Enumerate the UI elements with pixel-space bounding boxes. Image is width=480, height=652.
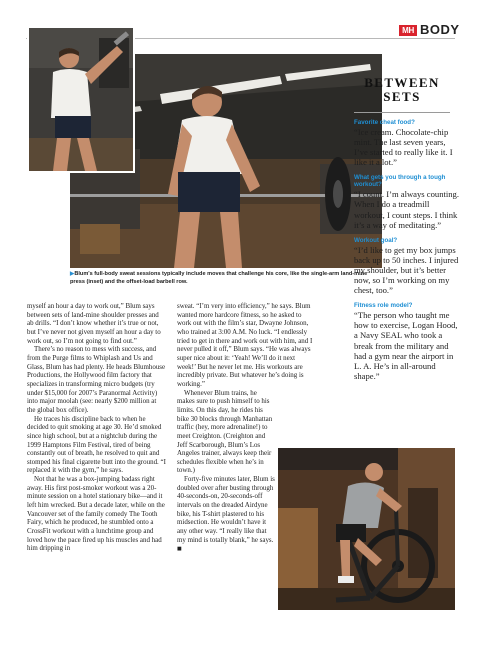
article-column-2	[177, 302, 315, 554]
caption-text: Blum's full-body sweat sessions typically include moves that challenge his core, like the single-arm land-mine press (inset) and the offset-load barbell row.	[70, 271, 368, 285]
qa-item	[354, 119, 459, 167]
answer: “I’d like to get my box jumps back up to 50 inches. I injured my shoulder, but it’s better now, so I’m working on my chest, too.”	[354, 244, 459, 296]
paragraph: Not that he was a box-jumping badass right away. His first post-smoker workout was a 20-minute session on a hotel stationary bike—and it left him wrecked. But a decade later, while on the Vancouver set of the family comedy The Tooth Fairy, which he produced, he stumbled onto a CrossFit workout with a lunchtime group and loved how the pace fired up his muscles and had him dripping in	[27, 475, 165, 553]
sidebar-divider	[354, 112, 450, 113]
paragraph: sweat. “I’m very into efficiency,” he says. Blum wanted more hardcore fitness, so he asked to work out with the film’s star, Dwayne Johnson, who trained at 3:00 A.M. No luck. “I endlessly tried to get in there and work out with him, and I never pulled it off,” Blum says. “He was always super nice about it: ‘Yeah! We’ll do it next week!’ But he never let me. His workouts are incredibly private. But whatever he’s doing is working.”	[177, 302, 313, 388]
qa-item	[354, 237, 459, 295]
caption-arrow-icon: ▶	[70, 271, 75, 277]
question: What gets you through a tough workout?	[354, 174, 446, 189]
paragraph: He traces his discipline back to when he decided to quit smoking at age 30. He’d smoked since high school, but at a nightclub during the 1999 Hamptons Film Festival, tired of being constantly out of breath, he resolved to quit and stomped his final cigarette butt into the ground. “I replaced it with the gym,” he says.	[27, 414, 166, 475]
paragraph: myself an hour a day to work out,” Blum says between sets of land-mine shoulder presses and ab drills. “I don’t know whether it’s true or not, but I’ve never not given myself an hour a day to work out, so I’m not going to find out.”	[27, 302, 161, 345]
inset-photo	[27, 26, 135, 173]
paragraph: There’s no reason to mess with success, and from the Purge films to Whiplash and Us and Glass, Blum has had plenty. He heads Blumhouse Productions, the Hollywood film factory that specializes in transforming micro budgets (try under $15,000 for 2007’s Paranormal Activity) into major moolah (see: nearly $200 million at the global box office).	[27, 345, 166, 414]
sidebar-title	[354, 76, 450, 104]
sidebar-title-line2: SETS	[383, 89, 421, 104]
between-sets-sidebar	[354, 76, 459, 388]
mh-logo: MH	[399, 25, 417, 36]
question: Favorite cheat food?	[354, 119, 415, 126]
end-mark-icon: ■	[177, 546, 182, 553]
section-label: BODY	[420, 22, 460, 37]
sidebar-title-line1: BETWEEN	[364, 75, 440, 90]
qa-item	[354, 174, 459, 229]
qa-item	[354, 302, 459, 381]
photo-caption	[70, 271, 370, 287]
answer: “I count. I’m always counting. When I do a treadmill workout, I count steps. I think it’s a way of meditating.”	[354, 189, 460, 230]
article-column-1	[27, 302, 166, 553]
paragraph-text: Forty-five minutes later, Blum is doubled over after busting through 40-seconds-on, 20-seconds-off intervals on the dreaded Airdyne bike, his T-shirt plastered to his midsection. He wouldn’t have it any other way. “I really like that my mind is totally blank,” he says.	[177, 475, 275, 544]
land-mine-press-image	[29, 28, 133, 171]
question: Workout goal?	[354, 236, 398, 244]
answer: “Ice cream. Chocolate-chip mint. The last seven years, I’ve started to really like it. I like it a lot.”	[354, 127, 453, 168]
answer: “The person who taught me how to exercise, Logan Hood, a Navy SEAL who took a break from the military and had a gym near the airport in L. A. He’s in all-around shape.”	[354, 310, 458, 381]
paragraph: Whenever Blum trains, he makes sure to push himself to his limits. On this day, he rides his bike 30 blocks through Manhattan traffic (hey, more adrenaline!) to meet Creighton. (Creighton and Jeff Scarborough, Blum’s Los Angeles trainer, always keep their schedules flexible when he’s in town.)	[177, 388, 273, 475]
paragraph	[177, 475, 276, 554]
question: Fitness role model?	[354, 302, 413, 310]
